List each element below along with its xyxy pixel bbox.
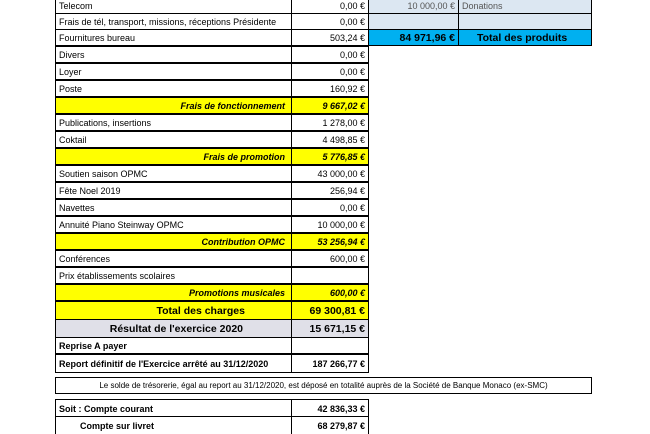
charge-value: 503,24 € xyxy=(291,29,369,46)
subtotal-value: 53 256,94 € xyxy=(291,233,369,250)
charge-label: Loyer xyxy=(55,63,292,80)
resultat-label: Résultat de l'exercice 2020 xyxy=(55,319,292,338)
charge-label: Coktail xyxy=(55,131,292,148)
charge-value: 0,00 € xyxy=(291,46,369,63)
charge-label: Publications, insertions xyxy=(55,114,292,131)
charge-value: 10 000,00 € xyxy=(291,216,369,233)
charge-label: Telecom xyxy=(55,0,292,14)
subtotal-label: Contribution OPMC xyxy=(55,233,292,250)
charge-label: Frais de tél, transport, missions, réceptions Présidente xyxy=(55,13,292,30)
charge-value xyxy=(291,267,369,284)
compte-courant-value: 42 836,33 € xyxy=(291,399,369,417)
charge-value: 600,00 € xyxy=(291,250,369,267)
row-telecom xyxy=(55,0,592,14)
charge-label: Conférences xyxy=(55,250,292,267)
charge-value: 0,00 € xyxy=(291,199,369,216)
treasury-note: Le solde de trésorerie, égal au report au 31/12/2020, est déposé en totalité auprès de la Société de Banque Monaco (ex-SMC) xyxy=(55,377,592,394)
row-fournitures xyxy=(55,29,592,46)
charge-label: Navettes xyxy=(55,199,292,216)
subtotal-label: Promotions musicales xyxy=(55,284,292,301)
donations-value: 10 000,00 € xyxy=(368,0,459,14)
reprise-label: Reprise A payer xyxy=(55,337,292,354)
charge-value: 160,92 € xyxy=(291,80,369,97)
total-charges-label: Total des charges xyxy=(55,301,292,320)
row-note xyxy=(55,377,592,394)
reprise-value xyxy=(291,337,369,354)
subtotal-label: Frais de fonctionnement xyxy=(55,97,292,114)
charge-label: Prix établissements scolaires xyxy=(55,267,292,284)
compte-livret-value: 68 279,87 € xyxy=(291,416,369,434)
compte-livret-label: Compte sur livret xyxy=(55,416,292,434)
subtotal-value: 5 776,85 € xyxy=(291,148,369,165)
donations-label: Donations xyxy=(458,0,592,14)
charge-value: 43 000,00 € xyxy=(291,165,369,182)
charge-label: Poste xyxy=(55,80,292,97)
subtotal-value: 600,00 € xyxy=(291,284,369,301)
charge-label: Annuité Piano Steinway OPMC xyxy=(55,216,292,233)
subtotal-label: Frais de promotion xyxy=(55,148,292,165)
resultat-value: 15 671,15 € xyxy=(291,319,369,338)
row-frais-tel xyxy=(55,13,592,30)
charge-value: 0,00 € xyxy=(291,0,369,14)
charge-value: 256,94 € xyxy=(291,182,369,199)
report-value: 187 266,77 € xyxy=(291,354,369,373)
charge-value: 0,00 € xyxy=(291,63,369,80)
charge-label: Fournitures bureau xyxy=(55,29,292,46)
total-produits-label: Total des produits xyxy=(458,29,592,46)
charge-value: 0,00 € xyxy=(291,13,369,30)
compte-courant-label: Soit : Compte courant xyxy=(55,399,292,417)
charge-value: 4 498,85 € xyxy=(291,131,369,148)
total-charges-value: 69 300,81 € xyxy=(291,301,369,320)
charge-label: Divers xyxy=(55,46,292,63)
produit-empty-value xyxy=(368,13,459,30)
charge-label: Soutien saison OPMC xyxy=(55,165,292,182)
total-produits-value: 84 971,96 € xyxy=(368,29,459,46)
charge-label: Fête Noel 2019 xyxy=(55,182,292,199)
report-label: Report définitif de l'Exercice arrêté au 31/12/2020 xyxy=(55,354,292,373)
subtotal-value: 9 667,02 € xyxy=(291,97,369,114)
produit-empty-label xyxy=(458,13,592,30)
charge-value: 1 278,00 € xyxy=(291,114,369,131)
